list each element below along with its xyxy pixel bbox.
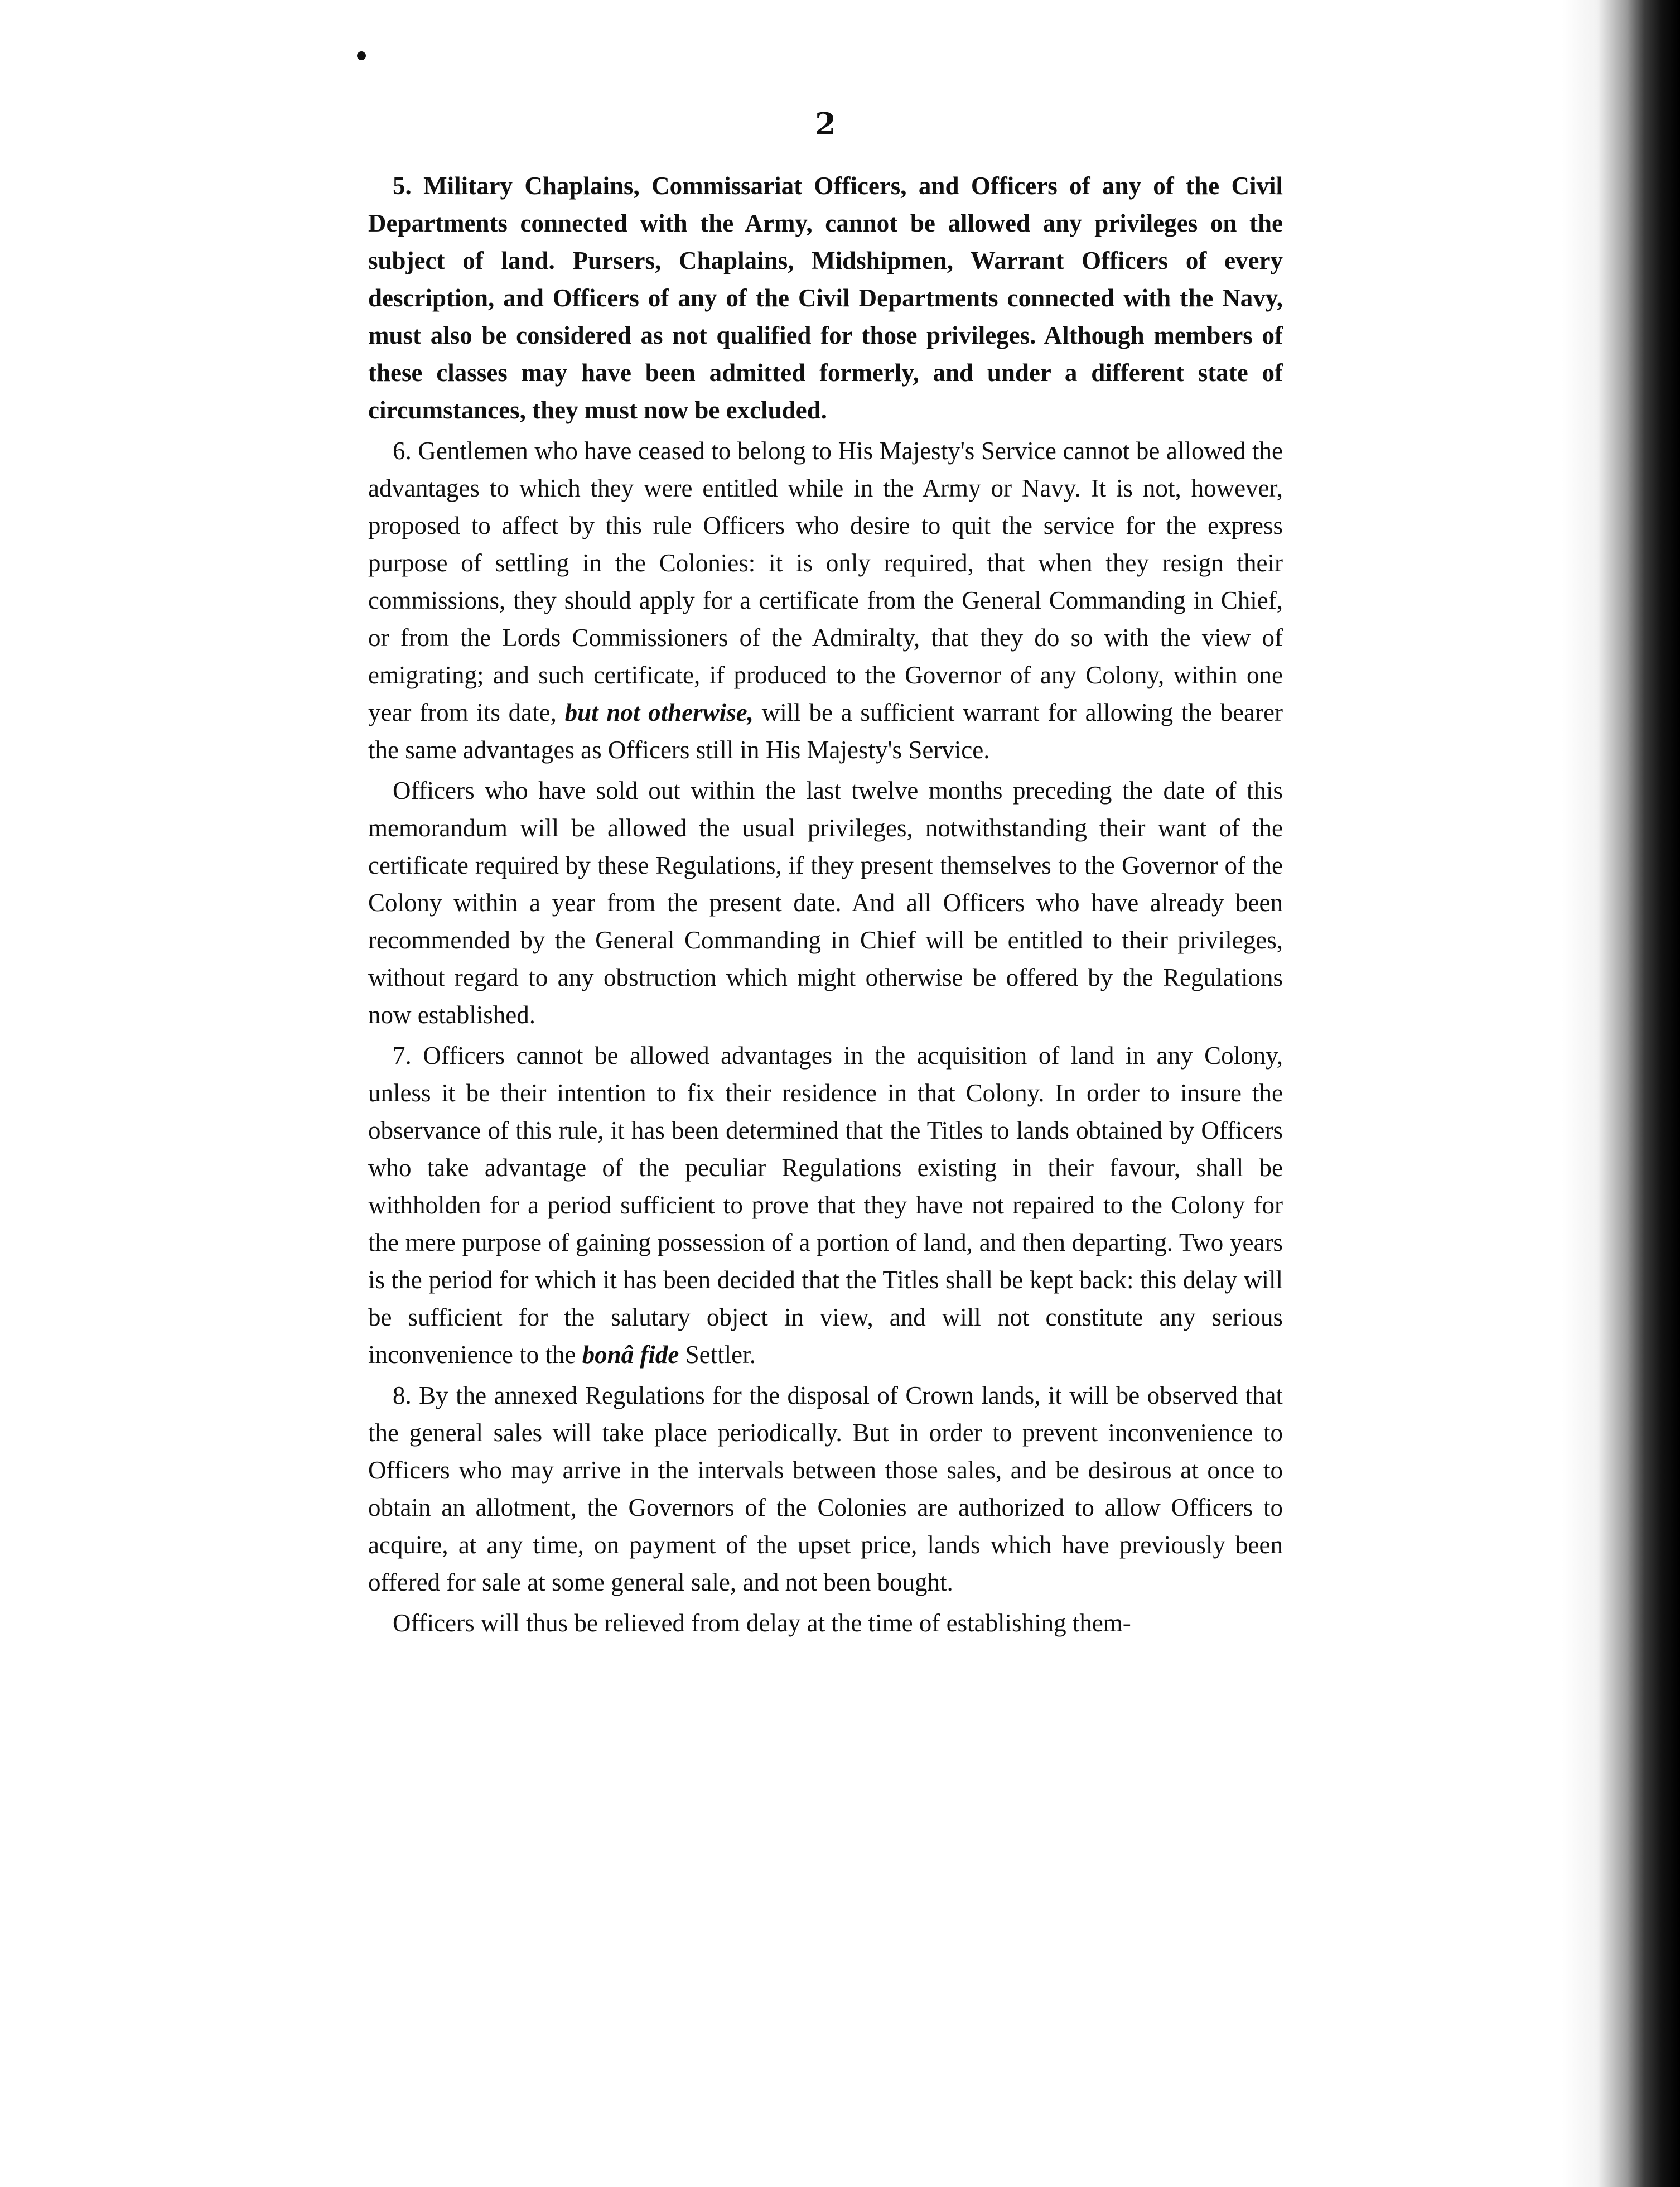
page-number: 2 bbox=[815, 106, 836, 142]
paragraph-p5 bbox=[368, 167, 1283, 429]
paragraph-p6 bbox=[368, 432, 1283, 769]
paragraph-text: bonâ fide bbox=[582, 1341, 679, 1369]
paragraph-text: 7. Officers cannot be allowed advantages in the acquisition of land in any Colony, unless it be their intention to fix their residence in that Colony. In order to insure the observance of this rule, it has been determined that the Titles to lands obtained by Officers who take advantage of the peculiar Regulations existing in their favour, shall be withholden for a period sufficient to prove that they have not repaired to the Colony for the mere purpose of gaining possession of a portion of land, and then departing. Two years is the period for which it has been decided that the Titles shall be kept back: this delay will be sufficient for the salutary object in view, and will not constitute any serious inconvenience to the bbox=[368, 1042, 1283, 1369]
paragraph-p6b bbox=[368, 772, 1283, 1034]
paragraph-text: Officers who have sold out within the last twelve months preceding the date of this memorandum will be allowed the usual privileges, notwithstanding their want of the certificate required by these Regulations, if they present themselves to the Governor of the Colony within a year from the present date. And all Officers who have already been recommended by the General Commanding in Chief will be entitled to their privileges, without regard to any obstruction which might otherwise be offered by the Regulations now established. bbox=[368, 777, 1283, 1029]
body-text bbox=[368, 167, 1283, 1645]
paragraph-text: 8. By the annexed Regulations for the disposal of Crown lands, it will be observed that the general sales will take place periodically. But in order to prevent inconvenience to Officers who may arrive in the intervals between those sales, and be desirous at once to obtain an allotment, the Governors of the Colonies are authorized to allow Officers to acquire, at any time, on payment of the upset price, lands which have previously been offered for sale at some general sale, and not been bought. bbox=[368, 1381, 1283, 1596]
paragraph-text: 6. Gentlemen who have ceased to belong to His Majesty's Service cannot be allowed the advantages to which they were entitled while in the Army or Navy. It is not, however, proposed to affect by this rule Officers who desire to quit the service for the express purpose of settling in the Colonies: it is only required, that when they resign their commissions, they should apply for a certificate from the General Commanding in Chief, or from the Lords Commissioners of the Admiralty, that they do so with the view of emigrating; and such certificate, if produced to the Governor of any Colony, within one year from its date, bbox=[368, 437, 1283, 726]
ink-dot bbox=[357, 51, 366, 60]
paragraph-p7 bbox=[368, 1037, 1283, 1374]
paragraph-text: Settler. bbox=[679, 1341, 756, 1369]
scan-edge-shadow bbox=[1562, 0, 1680, 2187]
paragraph-text: 5. Military Chaplains, Commissariat Officers, and Officers of any of the Civil Departments connected with the Army, cannot be allowed any privileges on the subject of land. Pursers, Chaplains, Midshipmen, Warrant Officers of every description, and Officers of any of the Civil Departments connected with the Navy, must also be considered as not qualified for those privileges. Although members of these classes may have been admitted formerly, and under a different state of circumstances, they must now be excluded. bbox=[368, 172, 1283, 424]
paragraph-text: but not otherwise, bbox=[564, 699, 754, 726]
paragraph-text: will be a sufficient warrant for allowing the bearer the same advantages as Officers still in His Majesty's Service. bbox=[368, 699, 1283, 764]
paragraph-p8b bbox=[368, 1605, 1283, 1642]
paragraph-p8 bbox=[368, 1377, 1283, 1601]
paragraph-text: Officers will thus be relieved from delay at the time of establishing them- bbox=[393, 1609, 1131, 1637]
